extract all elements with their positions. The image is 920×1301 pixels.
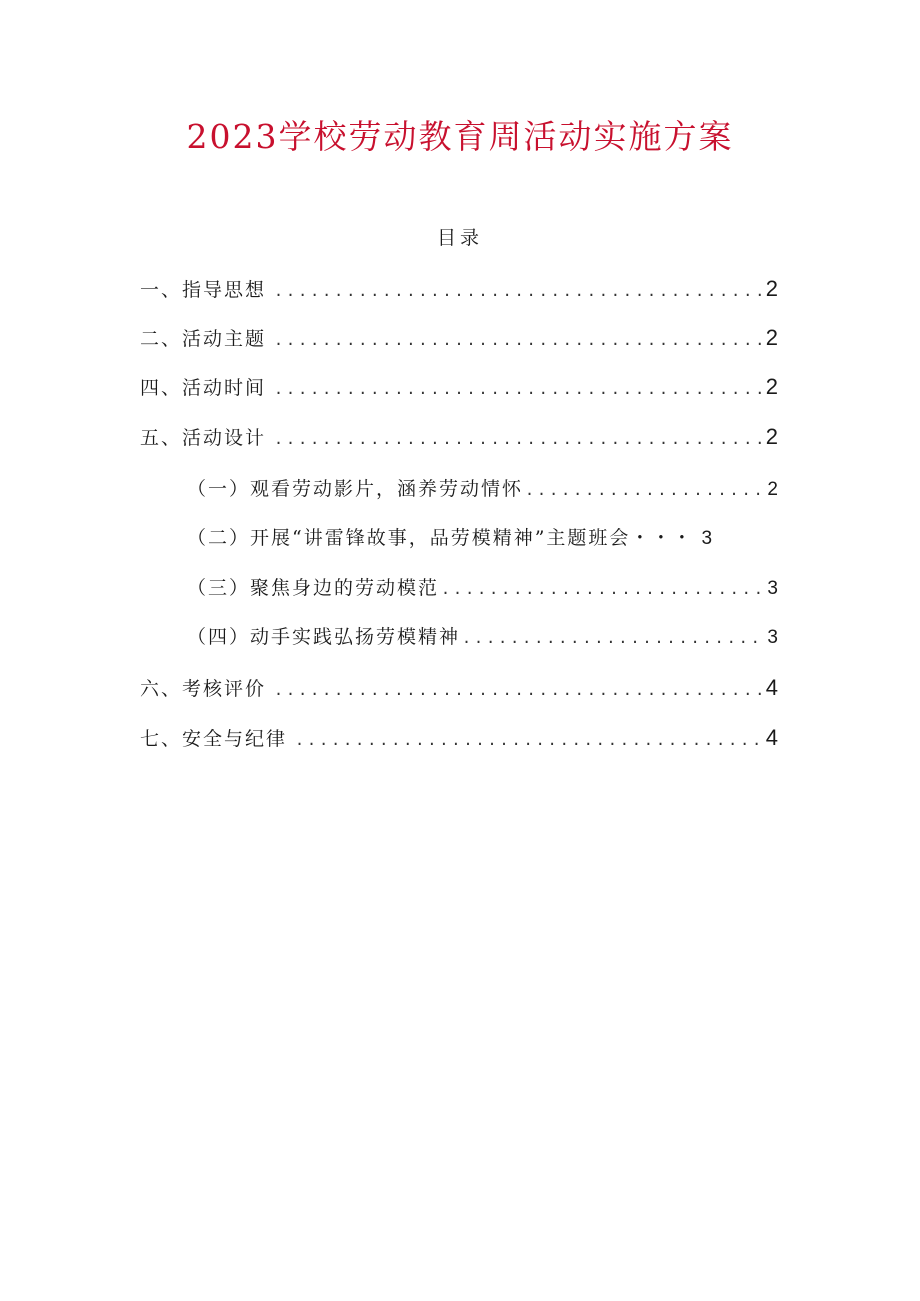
toc-dot-leader: [295, 723, 762, 757]
toc-heading: 目录: [436, 227, 483, 249]
toc-entry-activity-time[interactable]: [140, 370, 778, 404]
toc-dot-leader: [525, 473, 763, 507]
toc-entry-label: （一）观看劳动影片，涵养劳动情怀: [187, 478, 524, 500]
toc-entry-assessment[interactable]: [140, 671, 778, 705]
toc-entry-local-labor-models[interactable]: [187, 571, 778, 605]
toc-page-number: 2: [765, 424, 778, 449]
toc-page-number: 3: [767, 578, 778, 599]
toc-entry-label: （二）开展“讲雷锋故事，品劳模精神”主题班会・・・: [187, 527, 694, 549]
toc-entry-safety-discipline[interactable]: [140, 721, 778, 755]
toc-page-number: 3: [701, 528, 713, 549]
toc-entry-watch-labor-films[interactable]: [187, 472, 778, 506]
toc-entry-label: （三）聚焦身边的劳动模范: [187, 577, 440, 599]
toc-dot-leader: [274, 274, 762, 308]
toc-dot-leader: [462, 621, 763, 655]
document-title: 2023学校劳动教育周活动实施方案: [186, 117, 734, 156]
toc-entry-label: 五、活动设计: [140, 427, 267, 449]
toc-entry-label: 七、安全与纪律: [140, 728, 288, 750]
toc-entry-theme-class-meeting[interactable]: [187, 521, 778, 555]
toc-dot-leader: [274, 673, 762, 707]
toc-entry-label: 一、指导思想: [140, 279, 267, 301]
toc-entry-label: 二、活动主题: [140, 328, 267, 350]
toc-entry-activity-design[interactable]: [140, 420, 778, 454]
toc-page-number: 3: [767, 627, 778, 648]
toc-page-number: 4: [765, 725, 778, 750]
toc-dot-leader: [274, 422, 762, 456]
toc-dot-leader: [441, 572, 763, 606]
toc-entry-label: 六、考核评价: [140, 678, 267, 700]
toc-entry-label: 四、活动时间: [140, 377, 267, 399]
toc-page-number: 2: [765, 276, 778, 301]
toc-dot-leader: [274, 323, 762, 357]
toc-page-number: 2: [765, 374, 778, 399]
toc-entry-guiding-ideology[interactable]: [140, 272, 778, 306]
toc-entry-label: （四）动手实践弘扬劳模精神: [187, 626, 461, 648]
toc-page-number: 2: [765, 325, 778, 350]
toc-entry-hands-on-practice[interactable]: [187, 620, 778, 654]
toc-page-number: 2: [767, 479, 778, 500]
toc-page-number: 4: [765, 675, 778, 700]
toc-entry-activity-theme[interactable]: [140, 321, 778, 355]
toc-dot-leader: [274, 372, 762, 406]
